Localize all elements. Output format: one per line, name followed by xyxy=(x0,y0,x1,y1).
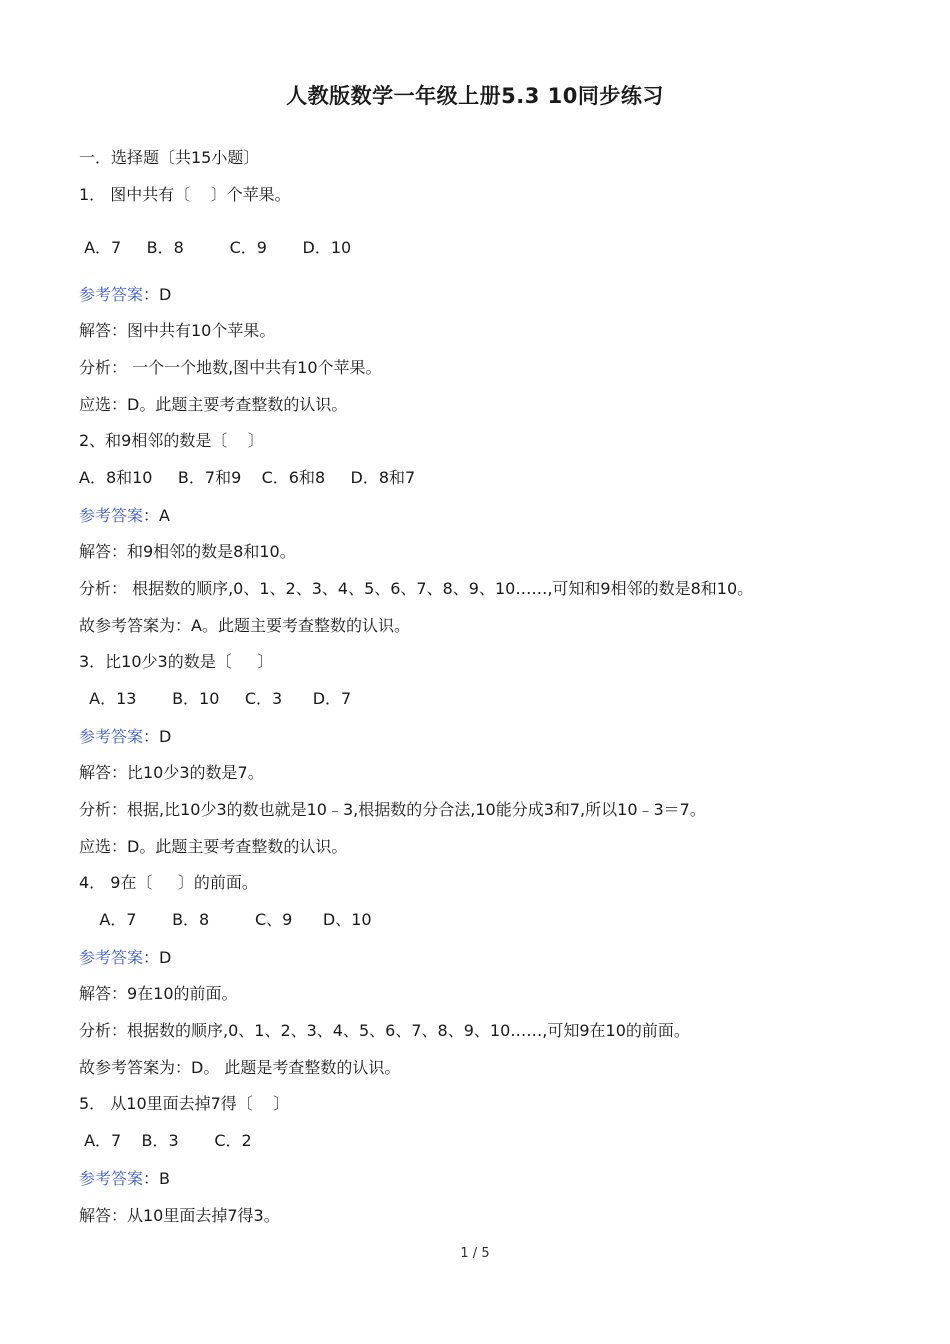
q4-solution: 解答：9在10的前面。 xyxy=(79,984,238,1003)
q1-answer xyxy=(79,285,171,305)
q5-options: A．7 B．3 C．2 xyxy=(79,1131,252,1150)
answer-label: 参考答案 xyxy=(79,727,144,746)
q3-solution: 解答：比10少3的数是7。 xyxy=(79,763,264,782)
q1-options: A．7 B．8 C．9 D．10 xyxy=(79,238,352,257)
answer-label: 参考答案 xyxy=(79,948,144,967)
q4-conclusion: 故参考答案为：D。 此题是考查整数的认识。 xyxy=(79,1058,401,1077)
q2-stem: 2、和9相邻的数是〔 〕 xyxy=(79,431,264,450)
q2-answer xyxy=(79,506,170,526)
q4-analysis: 分析：根据数的顺序,0、1、2、3、4、5、6、7、8、9、10……,可知9在10的前面。 xyxy=(79,1021,690,1040)
page-number: 1 / 5 xyxy=(460,1246,490,1261)
q2-conclusion: 故参考答案为：A。此题主要考查整数的认识。 xyxy=(79,616,410,635)
q1-analysis: 分析： 一个一个地数,图中共有10个苹果。 xyxy=(79,358,382,377)
answer-value: ：D xyxy=(143,727,172,746)
q3-stem: 3．比10少3的数是〔 〕 xyxy=(79,652,274,671)
q2-options: A．8和10 B．7和9 C．6和8 D．8和7 xyxy=(79,468,416,487)
q2-analysis: 分析： 根据数的顺序,0、1、2、3、4、5、6、7、8、9、10……,可知和9相邻的数是8和10。 xyxy=(79,579,754,598)
q3-options: A．13 B．10 C．3 D．7 xyxy=(79,689,352,708)
q5-stem: 5． 从10里面去掉7得〔 〕 xyxy=(79,1094,290,1113)
page-title: 人教版数学一年级上册5.3 10同步练习 xyxy=(286,84,664,108)
q3-conclusion: 应选：D。此题主要考查整数的认识。 xyxy=(79,837,348,856)
q5-solution: 解答：从10里面去掉7得3。 xyxy=(79,1206,280,1225)
q1-conclusion: 应选：D。此题主要考查整数的认识。 xyxy=(79,395,348,414)
q4-answer xyxy=(79,948,171,968)
answer-value: ：B xyxy=(143,1169,170,1188)
q5-answer xyxy=(79,1169,170,1189)
answer-value: ：A xyxy=(143,506,170,525)
answer-value: ：D xyxy=(143,948,172,967)
q3-analysis: 分析：根据,比10少3的数也就是10﹣3,根据数的分合法,10能分成3和7,所以10﹣3＝7。 xyxy=(79,800,706,819)
section-heading: 一．选择题〔共15小题〕 xyxy=(79,148,260,167)
answer-label: 参考答案 xyxy=(79,285,144,304)
answer-label: 参考答案 xyxy=(79,1169,144,1188)
q1-solution: 解答：图中共有10个苹果。 xyxy=(79,321,276,340)
q4-stem: 4． 9在〔 〕的前面。 xyxy=(79,873,258,892)
q3-answer xyxy=(79,727,171,747)
q2-solution: 解答：和9相邻的数是8和10。 xyxy=(79,542,296,561)
q4-options: A．7 B．8 C、9 D、10 xyxy=(79,910,372,929)
q1-stem: 1． 图中共有〔 〕个苹果。 xyxy=(79,185,291,204)
answer-value: ：D xyxy=(143,285,172,304)
answer-label: 参考答案 xyxy=(79,506,144,525)
